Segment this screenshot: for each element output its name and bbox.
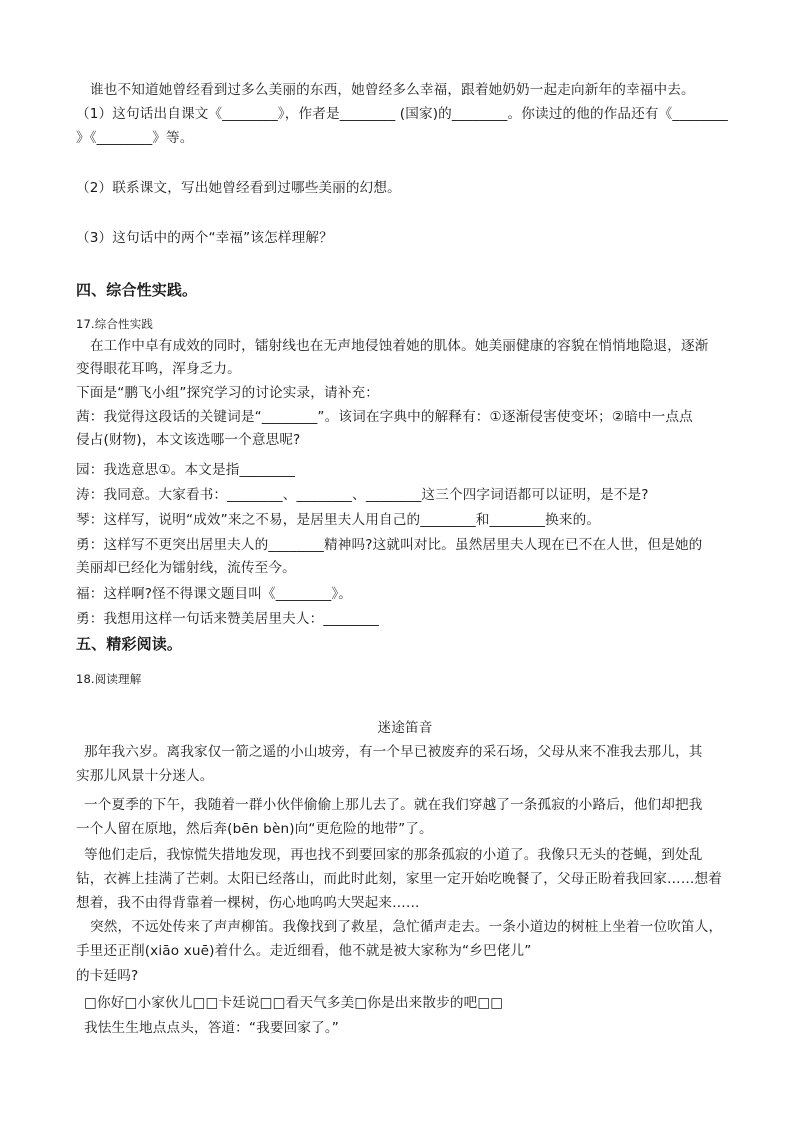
story-line-2: 实那儿风景十分迷人。: [76, 768, 214, 784]
story-line-4: 一个人留在原地，然后奔(bēn bèn)向“更危险的地带”了。: [76, 821, 433, 837]
question-3: （3）这句话中的两个“幸福”该怎样理解？: [76, 230, 333, 246]
section-5-heading: 五、精彩阅读。: [76, 635, 183, 653]
question-1-line-1: （1）这句话出自课文《________》，作者是________ (国家)的________。你读过的他的作品还有《________: [76, 106, 728, 122]
question-17-title: 17.综合性实践: [76, 317, 153, 331]
q17-yong-line-3: 勇：我想用这样一句话来赞美居里夫人：________: [76, 611, 379, 627]
story-line-1: 那年我六岁。离我家仅一箭之遥的小山坡旁，有一个早已被废弃的采石场，父母从来不准我去那儿，其: [84, 744, 703, 760]
q17-yong-line-2: 美丽却已经化为镭射线，流传至今。: [76, 560, 296, 576]
story-title: 迷途笛音: [377, 720, 433, 736]
q17-xi-line-1: 茜：我觉得这段话的关键词是“________”。该词在字典中的解释有：①逐渐侵害使变坏；②暗中一点点: [76, 409, 693, 425]
q17-paragraph-line-1: 在工作中卓有成效的同时，镭射线也在无声地侵蚀着她的肌体。她美丽健康的容貌在悄悄地隐退，逐渐: [90, 338, 709, 354]
passage-line: 谁也不知道她曾经看到过多么美丽的东西，她曾经多么幸福，跟着她奶奶一起走向新年的幸福中去。: [90, 82, 695, 98]
story-line-8: 突然，不远处传来了声声柳笛。我像找到了救星，急忙循声走去。一条小道边的树桩上坐着一位吹笛人，: [90, 919, 723, 935]
story-line-7: 想着，我不由得背靠着一棵树，伤心地呜呜大哭起来……: [76, 895, 420, 911]
question-18-title: 18.阅读理解: [76, 672, 142, 686]
story-line-3: 一个夏季的下午，我随着一群小伙伴偷偷上那儿去了。就在我们穿越了一条孤寂的小路后，他们却把我: [84, 797, 703, 813]
story-line-9: 手里还正削(xiāo xuē)着什么。走近细看，他不就是被大家称为“乡巴佬儿”: [76, 943, 532, 959]
q17-fu: 福：这样啊?怪不得课文题目叫《________》。: [76, 586, 353, 602]
question-2: （2）联系课文，写出她曾经看到过哪些美丽的幻想。: [76, 180, 401, 196]
q17-qin: 琴：这样写，说明“成效”来之不易，是居里夫人用自己的________和________换来的。: [76, 512, 601, 528]
story-line-6: 钻，衣裤上挂满了芒刺。太阳已经落山，而此时此刻，家里一定开始吃晚餐了，父母正盼着我回家……想着: [76, 871, 722, 887]
story-line-11: □你好□小家伙儿□□卡廷说□□看天气多美□你是出来散步的吧□□: [84, 995, 504, 1011]
question-1-line-2: 》《________》等。: [76, 130, 194, 146]
story-line-10: 的卡廷吗?: [76, 968, 139, 984]
q17-intro: 下面是“鹏飞小组”探究学习的讨论实录，请补充：: [76, 385, 380, 401]
q17-yuan: 园：我选意思①。本文是指________: [76, 462, 296, 478]
q17-tao: 涛：我同意。大家看书：________、________、________这三个四字词语都可以证明，是不是?: [76, 487, 649, 503]
story-line-5: 等他们走后，我惊慌失措地发现，再也找不到要回家的那条孤寂的小道了。我像只无头的苍蝇，到处乱: [84, 847, 703, 863]
q17-yong-line-1: 勇：这样写不更突出居里夫人的________精神吗?这就叫对比。虽然居里夫人现在已不在人世，但是她的: [76, 537, 703, 553]
q17-xi-line-2: 侵占(财物)，本文该选哪一个意思呢?: [76, 432, 301, 448]
q17-paragraph-line-2: 变得眼花耳鸣，浑身乏力。: [76, 361, 241, 377]
section-4-heading: 四、综合性实践。: [76, 281, 198, 299]
story-line-12: 我怯生生地点点头，答道：“我要回家了。”: [84, 1020, 339, 1036]
